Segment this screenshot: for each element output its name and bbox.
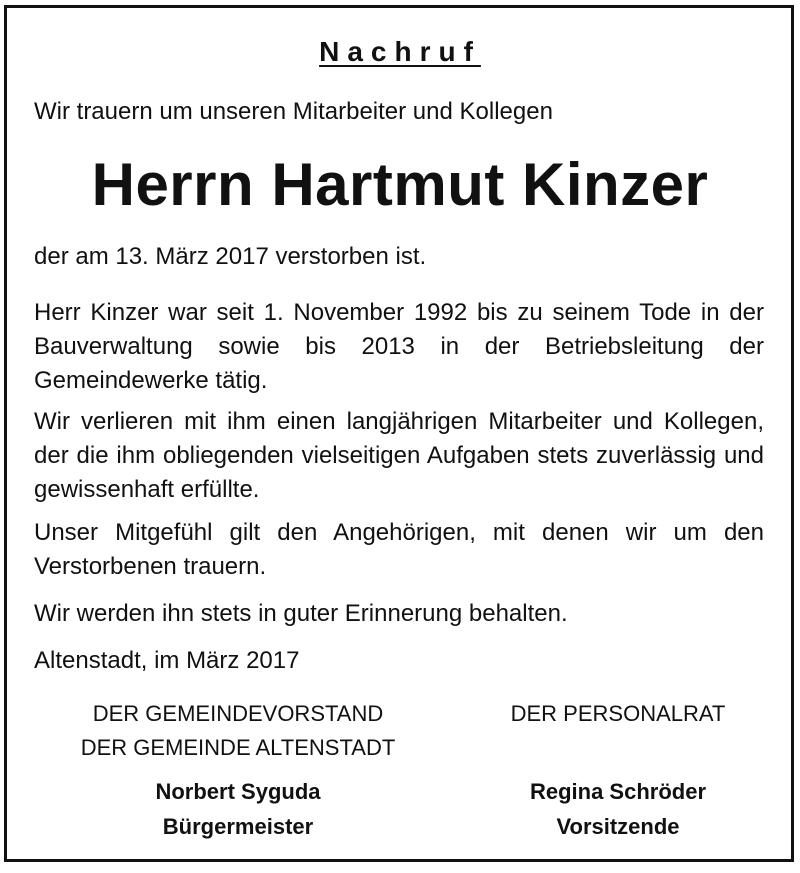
death-date-line: der am 13. März 2017 verstorben ist. [34, 243, 427, 270]
paragraph-condolence: Unser Mitgefühl gilt den Angehörigen, mit denen wir um den Verstorbenen trauern. [34, 519, 764, 580]
paragraph-career: Herr Kinzer war seit 1. November 1992 bis zu seinem Tode in der Bauverwaltung sowie bis 2013 in der Betriebsleitung der Gemeindewerke tätig. [34, 299, 764, 394]
deceased-name: Herrn Hartmut Kinzer [91, 151, 709, 218]
paragraph-memory: Wir werden ihn stets in guter Erinnerung behalten. [34, 600, 568, 627]
signatory-left-person: Norbert Syguda [155, 779, 321, 804]
place-date: Altenstadt, im März 2017 [34, 647, 300, 674]
signatory-right-role: Vorsitzende [556, 814, 680, 839]
intro-line: Wir trauern um unseren Mitarbeiter und Kollegen [34, 98, 553, 125]
signatory-left-role: Bürgermeister [162, 814, 314, 839]
signatory-right-person: Regina Schröder [529, 779, 707, 804]
paragraph-tribute: Wir verlieren mit ihm einen langjährigen Mitarbeiter und Kollegen, der die ihm obliegenden vielseitigen Aufgaben stets zuverlässig und gewissenhaft erfüllte. [34, 408, 764, 503]
signatory-right-org: DER PERSONALRAT [510, 701, 726, 726]
obituary-title: Nachruf [319, 36, 481, 67]
signatory-left-org-line2: DER GEMEINDE ALTENSTADT [80, 735, 396, 760]
signatory-left-org-line1: DER GEMEINDEVORSTAND [92, 701, 384, 726]
